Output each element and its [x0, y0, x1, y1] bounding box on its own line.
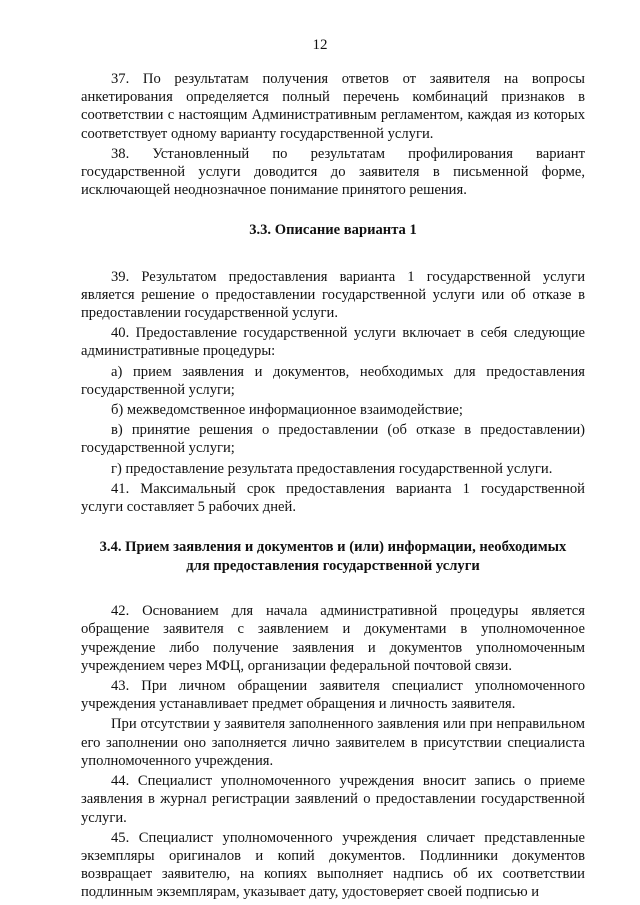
section-heading-3-4-line-2: для предоставления государственной услуги — [186, 558, 480, 575]
section-heading-3-4-line-1: 3.4. Прием заявления и документов и (или) информации, необходимых — [99, 539, 567, 556]
section-heading-3-3: 3.3. Описание варианта 1 — [249, 222, 417, 239]
paragraph-43-continued: При отсутствии у заявителя заполненного заявления или при неправильном его заполнении оно заполняется лично заявителем в присутствии специалиста уполномоченного учреждения. — [81, 716, 585, 769]
paragraph-37: 37. По результатам получения ответов от заявителя на вопросы анкетирования определяется полный перечень комбинаций признаков в соответствии с настоящим Административным регламентом, каждая из которых соответствует одному варианту государственной услуги. — [81, 71, 585, 142]
paragraph-41: 41. Максимальный срок предоставления варианта 1 государственной услуги составляет 5 рабочих дней. — [81, 480, 585, 516]
paragraph-44: 44. Специалист уполномоченного учреждения вносит запись о приеме заявления в журнал регистрации заявлений о предоставлении государственной услуги. — [81, 773, 585, 826]
paragraph-42: 42. Основанием для начала административной процедуры является обращение заявителя с заявлением и документами в уполномоченное учреждение либо получение заявления и документов уполномоченным учреждением через МФЦ, организации федеральной почтовой связи. — [81, 603, 585, 674]
document-body — [81, 70, 585, 902]
paragraph-39: 39. Результатом предоставления варианта 1 государственной услуги является решение о предоставлении государственной услуги или об отказе в предоставлении государственной услуги. — [81, 268, 585, 322]
paragraph-40: 40. Предоставление государственной услуги включает в себя следующие административные процедуры: — [81, 325, 585, 360]
list-item-a: а) прием заявления и документов, необходимых для предоставления государственной услуги; — [81, 363, 585, 398]
list-item-v: в) принятие решения о предоставлении (об отказе в предоставлении) государственной услуги; — [81, 422, 585, 457]
paragraph-45: 45. Специалист уполномоченного учреждения сличает представленные экземпляры оригиналов и копий документов. Подлинники документов возвращает заявителю, на копиях выполняет надпись об их соответствии подлинным экземплярам, указывает дату, удостоверяет своей подписью и — [81, 829, 585, 901]
list-item-g: г) предоставление результата предоставления государственной услуги. — [111, 460, 553, 477]
section-heading-3-4 — [81, 538, 585, 576]
paragraph-43: 43. При личном обращении заявителя специалист уполномоченного учреждения устанавливает предмет обращения и личность заявителя. — [81, 678, 585, 713]
paragraph-38: 38. Установленный по результатам профилирования вариант государственной услуги доводится до заявителя в письменной форме, исключающей неоднозначное понимание принятого решения. — [81, 145, 585, 199]
page-number: 12 — [312, 37, 328, 53]
list-item-b: б) межведомственное информационное взаимодействие; — [111, 402, 463, 419]
